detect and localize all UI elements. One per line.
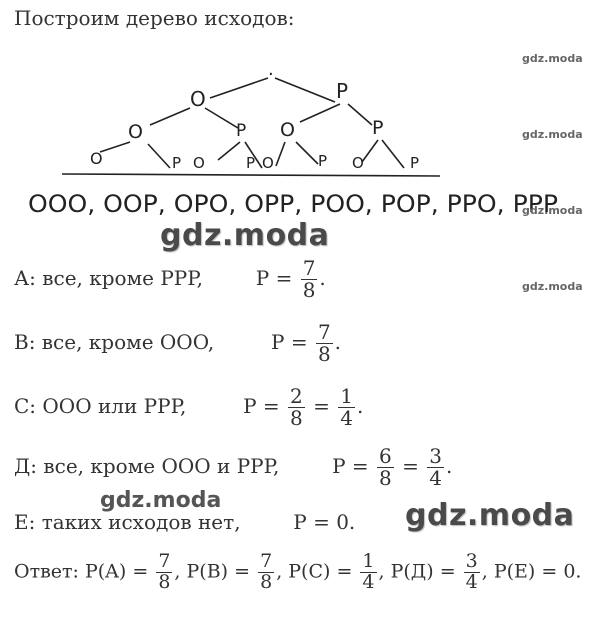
- event-b-p: P =: [271, 330, 308, 354]
- event-a: А: все, кроме PPP, P = $\frac{7}{8}$ .: [14, 256, 326, 302]
- event-c-fraction-1: $\frac{2}{8}$: [290, 384, 303, 430]
- tree-l3-5: P: [318, 152, 328, 170]
- event-d-fraction-2: $\frac{3}{4}$: [429, 444, 442, 490]
- tree-l1-0: O: [190, 87, 206, 111]
- tree-l2-1: P: [236, 121, 247, 141]
- event-b: В: все, кроме OOO, P = $\frac{7}{8}$ .: [14, 320, 342, 366]
- answer-pd: $\frac{3}{4}$: [465, 550, 478, 593]
- event-b-fraction: $\frac{7}{8}$: [317, 320, 331, 366]
- outcomes-list: OOO, OOP, OPO, OPP, POO, POP, PPO, PPP: [28, 190, 558, 218]
- event-d: Д: все, кроме OOO и PPP, P = $\frac{6}{8}$ = $\frac{3}{4}$ .: [14, 444, 453, 490]
- event-a-fraction: $\frac{7}{8}$: [302, 256, 316, 302]
- event-e-label: Е: таких исходов нет,: [14, 510, 241, 534]
- event-e-p: P = 0.: [293, 510, 356, 534]
- event-e: [14, 510, 355, 534]
- watermark: gdz.moda: [522, 128, 583, 141]
- watermark: gdz.moda: [160, 218, 330, 253]
- outcome-tree: [0, 0, 607, 240]
- tree-l2-0: O: [128, 121, 143, 143]
- watermark: gdz.moda: [522, 280, 583, 293]
- tree-root: ·: [268, 64, 274, 85]
- tree-l3-7: P: [410, 154, 420, 172]
- event-c-label: С: OOO или PPP,: [14, 394, 187, 418]
- tree-l3-0: O: [90, 149, 103, 168]
- answer-pa: $\frac{7}{8}$: [158, 550, 171, 593]
- event-c-fraction-2: $\frac{1}{4}$: [340, 384, 353, 430]
- tree-l3-1: P: [172, 154, 182, 172]
- answer-pb: $\frac{7}{8}$: [260, 550, 273, 593]
- page-heading: Построим дерево исходов:: [14, 6, 295, 30]
- event-b-label: В: все, кроме OOO,: [14, 330, 215, 354]
- watermark: gdz.moda: [405, 498, 575, 533]
- event-d-fraction-1: $\frac{6}{8}$: [379, 444, 392, 490]
- watermark: gdz.moda: [522, 52, 583, 65]
- tree-l3-3: P: [246, 154, 256, 172]
- tree-l3-4: O: [262, 154, 274, 172]
- tree-l2-2: O: [280, 119, 295, 141]
- watermark: gdz.moda: [100, 488, 222, 513]
- tree-l2-3: P: [372, 117, 384, 139]
- event-d-p: P =: [332, 454, 369, 478]
- event-a-p: P =: [255, 266, 293, 290]
- event-a-label: А: все, кроме PPP,: [14, 266, 204, 290]
- watermark: gdz.moda: [522, 204, 583, 217]
- answer-line: Ответ: P(A) = $\frac{7}{8}$ , P(B) = $\frac{7}{8}$ , P(C) = $\frac{1}{4}$ , P(Д) = $\frac{3}{4}$ , P(E) = 0.: [14, 550, 582, 593]
- event-c-p: P =: [243, 394, 280, 418]
- event-c: С: OOO или PPP, P = $\frac{2}{8}$ = $\frac{1}{4}$ .: [14, 384, 364, 430]
- answer-pc: $\frac{1}{4}$: [362, 550, 375, 593]
- tree-l3-2: O: [193, 154, 205, 172]
- tree-l1-1: P: [336, 79, 349, 103]
- tree-l3-6: O: [352, 154, 364, 172]
- event-d-label: Д: все, кроме OOO и PPP,: [14, 454, 280, 478]
